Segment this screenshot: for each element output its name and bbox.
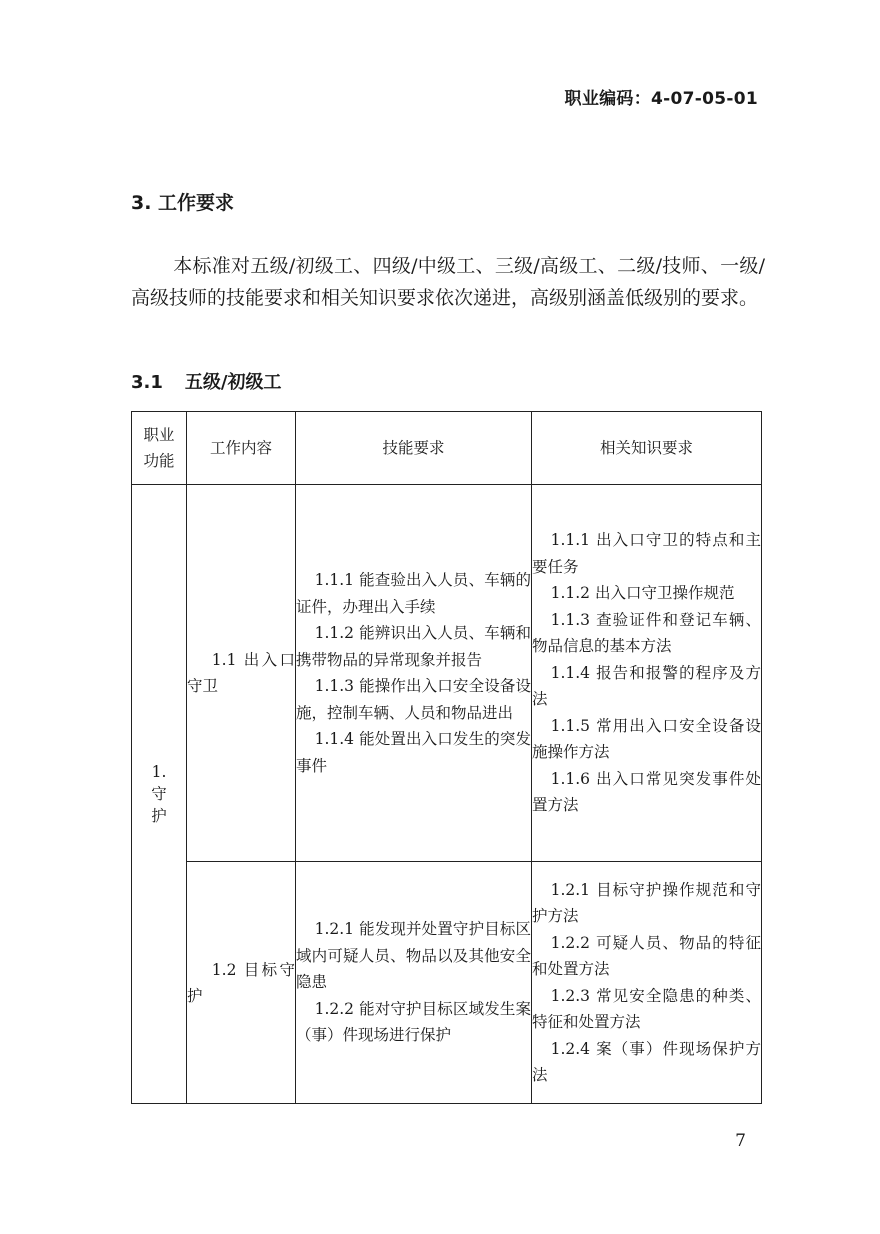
knowledge-item: 1.2.1 目标守护操作规范和守护方法 <box>532 880 761 925</box>
skill-item: 1.1.1 能查验出入人员、车辆的证件，办理出入手续 <box>296 571 531 616</box>
skill-item: 1.1.3 能操作出入口安全设备设施，控制车辆、人员和物品进出 <box>296 677 531 722</box>
intro-text: 本标准对五级/初级工、四级/中级工、三级/高级工、二级/技师、一级/高级技师的技能要求和相关知识要求依次递进，高级别涵盖低级别的要求。 <box>131 255 765 309</box>
header-function <box>132 412 187 485</box>
page-number: 7 <box>735 1131 746 1151</box>
section-title: 3. 工作要求 <box>131 192 235 214</box>
intro-paragraph <box>131 250 765 314</box>
knowledge-item: 1.2.2 可疑人员、物品的特征和处置方法 <box>532 933 761 978</box>
skill-item: 1.2.1 能发现并处置守护目标区域内可疑人员、物品以及其他安全隐患 <box>296 920 531 992</box>
knowledge-item: 1.1.5 常用出入口安全设备设施操作方法 <box>532 716 761 762</box>
header-skills: 技能要求 <box>296 412 532 485</box>
table-row <box>132 485 762 862</box>
subsection-title <box>131 368 281 394</box>
function-number: 1. <box>151 763 167 781</box>
header-function-line1: 职业 <box>143 426 175 444</box>
skill-item: 1.1.2 能辨识出入人员、车辆和携带物品的异常现象并报告 <box>296 624 531 669</box>
table-header-row <box>132 412 762 485</box>
knowledge-cell <box>532 862 762 1104</box>
knowledge-item: 1.2.4 案（事）件现场保护方法 <box>532 1039 761 1084</box>
occupation-code: 职业编码：4-07-05-01 <box>564 89 758 109</box>
knowledge-item: 1.1.3 查验证件和登记车辆、物品信息的基本方法 <box>532 610 761 656</box>
knowledge-item: 1.1.1 出入口守卫的特点和主要任务 <box>532 531 761 576</box>
requirements-table <box>131 411 762 1104</box>
function-char-2: 护 <box>151 807 167 825</box>
header-function-line2: 功能 <box>143 452 175 470</box>
function-cell <box>132 485 187 1104</box>
work-content-cell: 1.2 目标守护 <box>187 862 296 1104</box>
knowledge-item: 1.1.6 出入口常见突发事件处置方法 <box>532 769 761 815</box>
header-content: 工作内容 <box>187 412 296 485</box>
work-content-cell: 1.1 出入口守卫 <box>187 485 296 862</box>
subsection-number: 3.1 <box>131 372 163 393</box>
skill-item: 1.2.2 能对守护目标区域发生案（事）件现场进行保护 <box>296 999 531 1045</box>
function-char-1: 守 <box>151 785 167 803</box>
knowledge-cell <box>532 485 762 862</box>
knowledge-item: 1.1.2 出入口守卫操作规范 <box>550 584 735 603</box>
knowledge-item: 1.1.4 报告和报警的程序及方法 <box>532 663 761 709</box>
skills-cell <box>296 862 532 1104</box>
subsection-label: 五级/初级工 <box>184 372 282 393</box>
knowledge-item: 1.2.3 常见安全隐患的种类、特征和处置方法 <box>532 986 761 1031</box>
header-knowledge: 相关知识要求 <box>532 412 762 485</box>
table-row <box>132 862 762 1104</box>
skill-item: 1.1.4 能处置出入口发生的突发事件 <box>296 730 531 775</box>
skills-cell <box>296 485 532 862</box>
